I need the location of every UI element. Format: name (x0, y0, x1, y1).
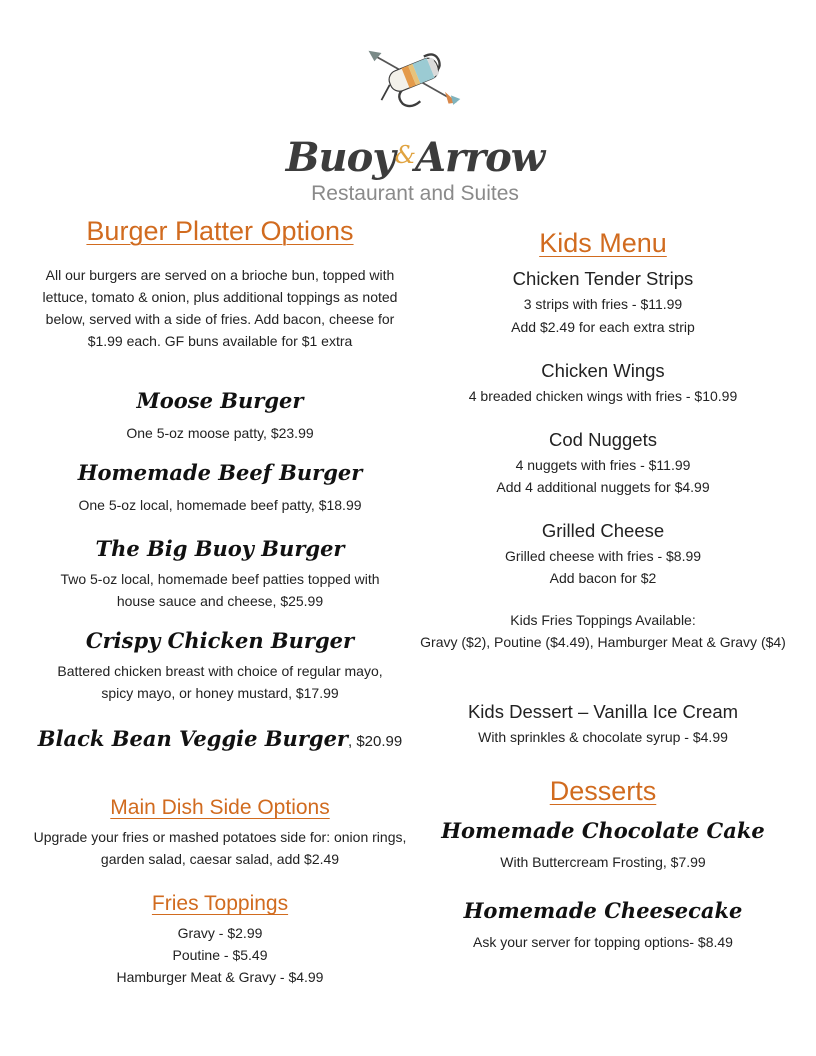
burger-name: Homemade Beef Burger (77, 460, 363, 485)
kids-toppings-text: Gravy ($2), Poutine ($4.49), Hamburger Meat & Gravy ($4) (420, 634, 786, 650)
kids-item-line: Add bacon for $2 (549, 570, 657, 586)
burger-desc: Two 5-oz local, homemade beef patties topped with house sauce and cheese, $25.99 (60, 571, 380, 609)
side-text: Upgrade your fries or mashed potatoes side for: onion rings, garden salad, caesar salad, add $2.49 (33, 829, 407, 867)
burger-section (30, 216, 410, 996)
burger-name: The Big Buoy Burger (95, 536, 345, 561)
toppings-heading: Fries Toppings (151, 892, 289, 915)
kids-item-name: Chicken Tender Strips (512, 268, 694, 289)
kids-item-line: 3 strips with fries - $11.99 (523, 296, 683, 312)
kids-item-line: Add 4 additional nuggets for $4.99 (496, 479, 710, 495)
burger-name: Crispy Chicken Burger (85, 628, 355, 653)
burger-desc: One 5-oz local, homemade beef patty, $18.99 (78, 497, 362, 513)
kids-item-line: Add $2.49 for each extra strip (511, 319, 695, 335)
kids-heading: Kids Menu (539, 228, 667, 258)
kids-item-line: 4 nuggets with fries - $11.99 (515, 457, 691, 473)
brand-subtitle: Restaurant and Suites (311, 182, 519, 205)
veggie-burger (30, 726, 410, 753)
dessert-desc: Ask your server for topping options- $8.49 (473, 934, 733, 950)
burger-heading: Burger Platter Options (86, 216, 354, 246)
side-heading: Main Dish Side Options (110, 796, 330, 819)
kids-dessert-title: Kids Dessert – Vanilla Ice Cream (467, 701, 739, 722)
kids-item-line: Grilled cheese with fries - $8.99 (504, 548, 702, 564)
brand-name: Buoy&Arrow (285, 134, 545, 181)
burger-name: Black Bean Veggie Burger (37, 726, 348, 751)
burger-name: Moose Burger (136, 388, 304, 413)
kids-item-name: Chicken Wings (541, 360, 665, 381)
kids-item-line: 4 breaded chicken wings with fries - $10.99 (468, 388, 738, 404)
desserts-heading: Desserts (549, 776, 657, 806)
kids-dessert-text: With sprinkles & chocolate syrup - $4.99 (478, 729, 728, 745)
topping-item: Hamburger Meat & Gravy - $4.99 (116, 969, 324, 985)
kids-item-name: Grilled Cheese (541, 520, 665, 541)
kids-toppings-title: Kids Fries Toppings Available: (510, 612, 696, 628)
kids-section (420, 228, 786, 968)
dessert-name: Homemade Cheesecake (463, 898, 743, 923)
dessert-name: Homemade Chocolate Cake (441, 818, 765, 843)
topping-item: Gravy - $2.99 (177, 925, 263, 941)
dessert-desc: With Buttercream Frosting, $7.99 (500, 854, 706, 870)
burger-intro: All our burgers are served on a brioche bun, topped with lettuce, tomato & onion, plus additional toppings as noted below, served with a side of fries. Add bacon, cheese for $1.99 each. GF buns available for $1 extra (42, 267, 398, 349)
kids-item-name: Cod Nuggets (549, 429, 657, 450)
buoy-arrow-icon (280, 46, 550, 146)
burger-desc: Battered chicken breast with choice of regular mayo, spicy mayo, or honey mustard, $17.99 (57, 663, 383, 701)
burger-desc: One 5-oz moose patty, $23.99 (126, 425, 314, 441)
burger-price: , $20.99 (348, 733, 403, 750)
topping-item: Poutine - $5.49 (172, 947, 268, 963)
